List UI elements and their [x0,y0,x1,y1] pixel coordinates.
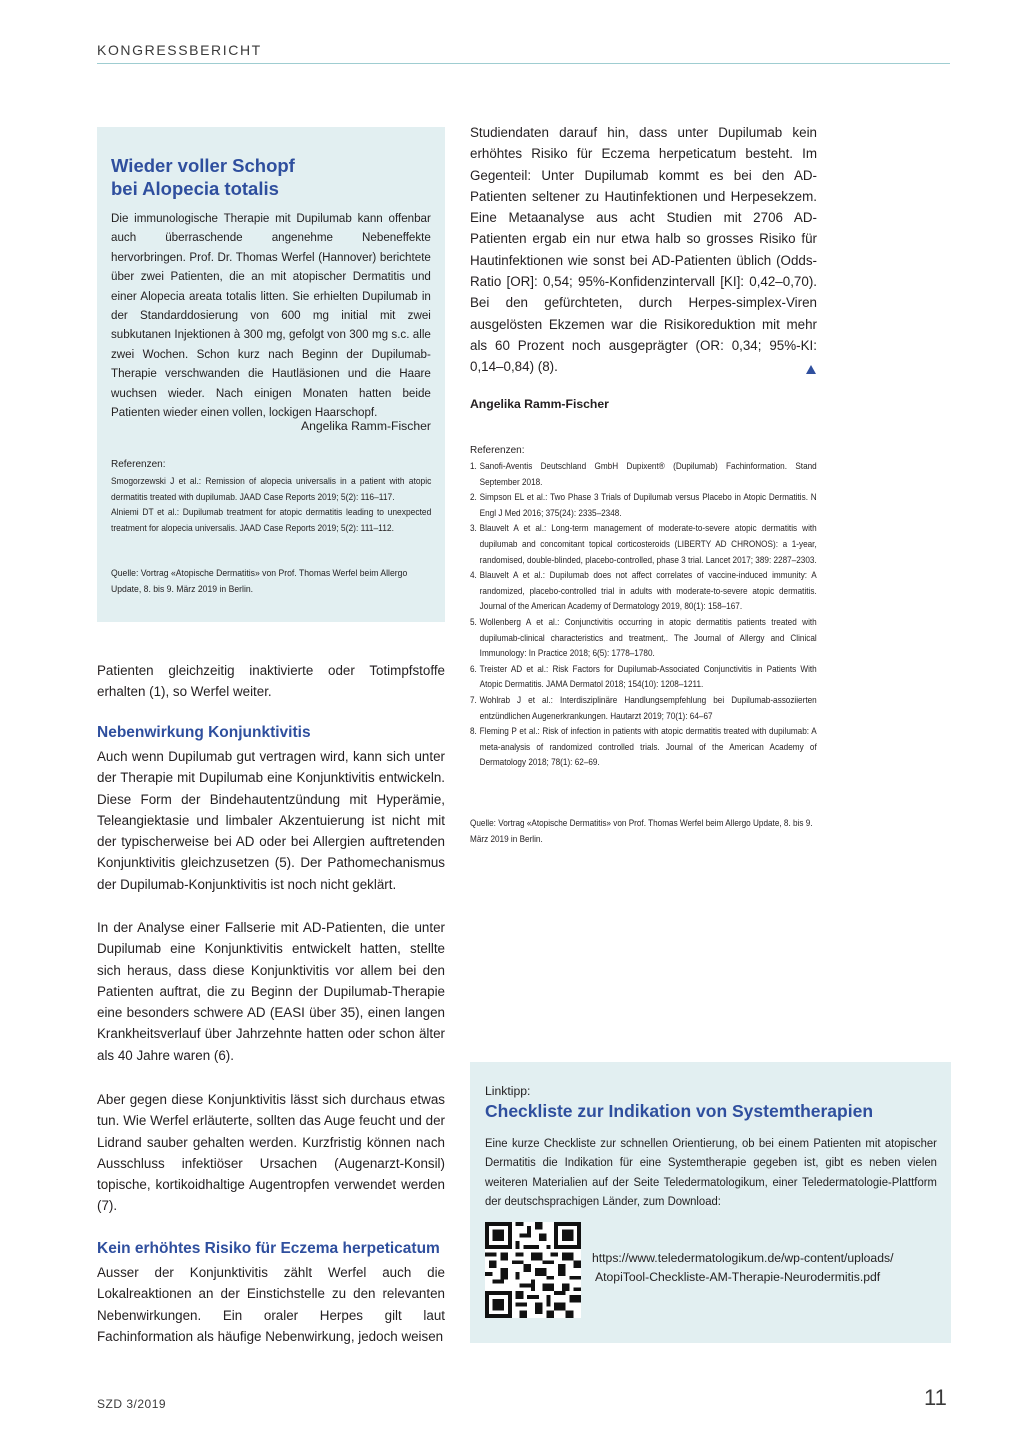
qr-code-icon[interactable] [485,1222,581,1318]
konjunktivitis-paragraph-3: Aber gegen diese Konjunktivitis lässt sich durchaus etwas tun. Wie Werfel erläuterte, sollten das Auge feucht und der Lidrand sauber gehalten werden. Kurzfristig können nach Ausschluss infektiöser Ursachen (Augenarzt-Konsil) topische, kortikoidhaltige Augentropfen verwendet werden (7). [97,1092,445,1214]
issue-label: SZD 3/2019 [97,1397,167,1411]
download-link-line1[interactable]: https://www.teledermatologikum.de/wp-content/uploads/ [592,1251,894,1265]
reference-item: 8. Fleming P et al.: Risk of infection in patients with atopic dermatitis treated with dupilumab: A meta-analysis of randomized controlled trials. Journal of the American Academy of Dermatology 2018; 78(1): 62–69. [470,726,817,768]
page-number: 11 [924,1385,947,1410]
alopecia-title-line2: bei Alopecia totalis [111,178,279,199]
konjunktivitis-paragraph-2: In der Analyse einer Fallserie mit AD-Patienten, die unter Dupilumab eine Konjunktivitis entwickelt hatten, stellte sich heraus, dass diese Konjunktivitis vor allem bei den Patienten auftrat, die zu Beginn der Dupilumab-Therapie eine besonders schwere AD (EASI über 35), einen langen Krankheitsverlauf über Jahrzehnte hatten oder schon älter als 40 Jahre waren (6). [97,920,445,1063]
article-author: Angelika Ramm-Fischer [470,397,609,411]
reference-item: 2. Simpson EL et al.: Two Phase 3 Trials of Dupilumab versus Placebo in Atopic Dermatitis. N Engl J Med 2016; 375(24): 2335–2348. [470,492,817,518]
reference-item: 7. Wohlrab J et al.: Interdisziplinäre Handlungsempfehlung bei Dupilumab-assoziierten entzündlichen Augenerkrankungen. Hautarzt 2019; 70(1): 64–67 [470,694,817,721]
alopecia-ref-2: Alniemi DT et al.: Dupilumab treatment for atopic dermatitis leading to unexpected treatment for alopecia universalis. JAAD Case Reports 2019; 5(2): 111–112. [111,507,432,534]
reference-item: 4. Blauvelt A et al.: Dupilumab does not affect correlates of vaccine-induced immunity: A randomized, placebo-controlled trial in adults with moderate-to-severe atopic dermatitis. Journal of the American Academy of Dermatology 2019, 80(1): 158–167. [470,570,817,612]
linktipp-title: Checkliste zur Indikation von Systemtherapien [485,1101,874,1121]
section-header: KONGRESSBERICHT [97,42,262,58]
alopecia-box-author: Angelika Ramm-Fischer [300,419,431,433]
download-link-line2[interactable]: AtopiTool-Checkliste-AM-Therapie-Neurodermitis.pdf [595,1270,881,1284]
reference-item: 6. Treister AD et al.: Risk Factors for Dupilumab-Associated Conjunctivitis in Patients With Atopic Dermatitis. JAMA Dermatol 2018; 154(10): 1208–1211. [470,663,817,690]
references-list [470,459,817,771]
references-label: Referenzen: [470,445,525,456]
end-marker-icon [806,365,816,374]
alopecia-title-line1: Wieder voller Schopf [111,155,295,176]
references-source: Quelle: Vortrag «Atopische Dermatitis» von Prof. Thomas Werfel beim Allergo Update, 8. bis 9. März 2019 in Berlin. [470,818,813,844]
reference-item: 3. Blauvelt A et al.: Long-term management of moderate-to-severe atopic dermatitis with dupilumab and concomitant topical corticosteroids (LIBERTY AD CHRONOS): a 1-year, randomised, double-blinded, placebo-controlled, phase 3 trial. Lancet 2017; 389: 2287–2303. [470,523,817,565]
eczema-paragraph-2: Studiendaten darauf hin, dass unter Dupilumab kein erhöhtes Risiko für Eczema herpeticatum besteht. Im Gegenteil: Unter Dupilumab kommt es bei den AD-Patienten seltener zu Hautinfektionen und Herpesekzem. Eine Metaanalyse aus acht Studien mit 2706 AD-Patienten ergab ein nur etwa halb so grosses Risiko für Hautinfektionen wie sonst bei AD-Patienten üblich (Odds-Ratio [OR]: 0,54; 95%-Konfidenzintervall [KI]: 0,42–0,70). Bei den gefürchteten, durch Herpes-simplex-Viren ausgelösten Ekzemen war die Risikoreduktion mit mehr als 60 Prozent noch ausgeprägter (OR: 0,34; 95%-KI: 0,14–0,84) (8). [470,125,817,375]
alopecia-source: Quelle: Vortrag «Atopische Dermatitis» von Prof. Thomas Werfel beim Allergo Update, 8. bis 9. März 2019 in Berlin. [111,568,408,595]
reference-item: 1. Sanofi-Aventis Deutschland GmbH Dupixent® (Dupilumab) Fachinformation. Stand September 2018. [470,461,817,487]
section-title-konjunktivitis: Nebenwirkung Konjunktivitis [97,724,311,741]
alopecia-refs [111,474,431,536]
linktipp-body: Eine kurze Checkliste zur schnellen Orientierung, ob bei einem Patienten mit atopischer Dermatitis die Indikation für eine Systemtherapie gegeben ist, gibt es neben vielen weiteren Materialien auf der Seite Teledermatologikum, einer Teledermatologie-Plattform der deutschsprachigen Länder, zum Download: [485,1136,937,1209]
konjunktivitis-paragraph-1: Auch wenn Dupilumab gut vertragen wird, kann sich unter der Therapie mit Dupilumab eine Konjunktivitis entwickeln. Diese Form der Bindehautentzündung mit Hyperämie, Teleangiektasie und limbaler Akzentuierung ist nicht mit der typischerweise bei AD oder bei Allergien auftretenden Konjunktivitis gleichzusetzen (5). Der Pathomechanismus der Dupilumab-Konjunktivitis ist noch nicht geklärt. [97,749,445,892]
eczema-paragraph-1: Ausser der Konjunktivitis zählt Werfel auch die Lokalreaktionen an der Einstichstelle zu den relevanten Nebenwirkungen. Ein oraler Herpes gilt laut Fachinformation als häufige Nebenwirkung, jedoch weisen [97,1265,445,1344]
section-title-eczema: Kein erhöhtes Risiko für Eczema herpeticatum [97,1240,440,1257]
alopecia-ref-1: Smogorzewski J et al.: Remission of alopecia universalis in a patient with atopic dermatitis treated with dupilumab. JAAD Case Reports 2019; 5(2): 116–117. [111,476,432,503]
intro-paragraph: Patienten gleichzeitig inaktivierte oder Totimpfstoffe erhalten (1), so Werfel weiter. [97,663,445,700]
alopecia-refs-label: Referenzen: [111,459,166,470]
reference-item: 5. Wollenberg A et al.: Conjunctivitis occurring in atopic dermatitis patients treated with dupilumab-clinical characteristics and treatment,. The Journal of Allergy and Clinical Immunology: In Practice 2018; 6(5): 1778–1780. [470,616,817,659]
alopecia-box-title [111,154,295,200]
linktipp-label: Linktipp: [485,1084,531,1098]
alopecia-box-body: Die immunologische Therapie mit Dupilumab kann offenbar auch überraschende angenehme Nebeneffekte hervorbringen. Prof. Dr. Thomas Werfel (Hannover) berichtete über zwei Patienten, die an mit atopischer Dermatitis und einer Alopecia areata totalis litten. Sie erhielten Dupilumab in der Standarddosierung von 600 mg initial mit zwei subkutanen Injektionen à 300 mg, gefolgt von 300 mg s.c. alle zwei Wochen. Schon kurz nach Beginn der Dupilumab-Therapie verschwanden die Hautläsionen und die Haare wuchsen wieder. Nach einigen Monaten hatten beide Patienten wieder einen vollen, lockigen Haarschopf. [111,211,431,420]
header-divider [97,63,950,64]
